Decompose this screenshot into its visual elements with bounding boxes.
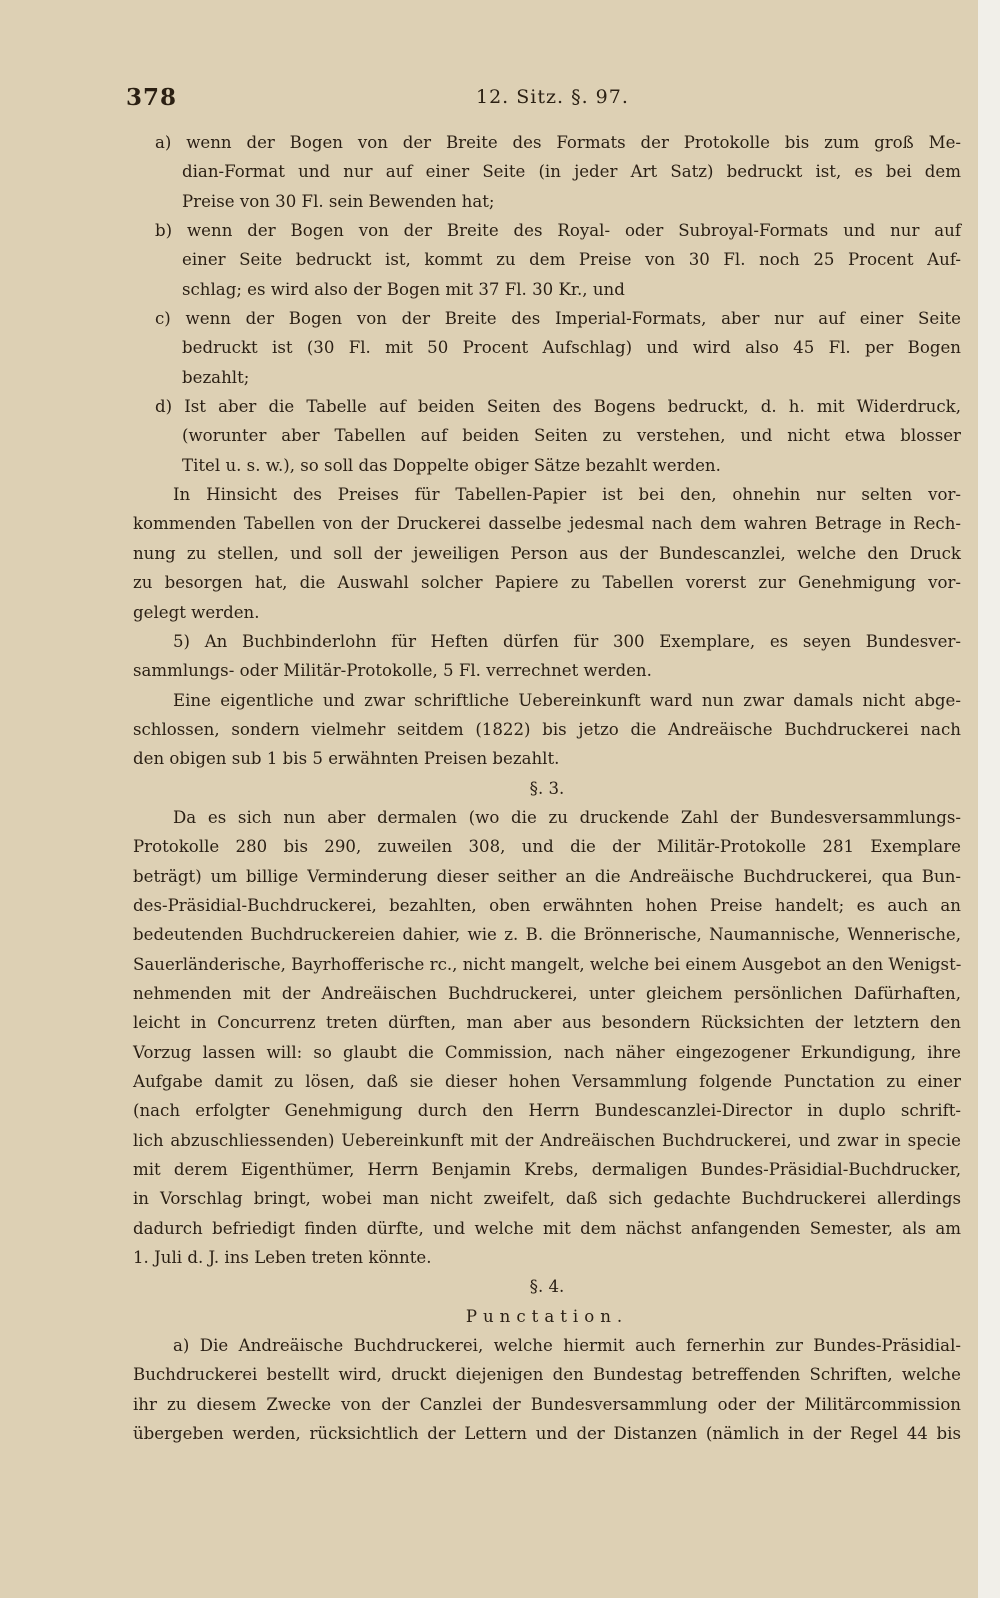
text-line: des-Präsidial-Buchdruckerei, bezahlten, oben erwähnten hohen Preise handelt; es auch an bbox=[133, 895, 961, 915]
text-line: sammlungs- oder Militär-Protokolle, 5 Fl. verrechnet werden. bbox=[133, 661, 652, 681]
text-line: in Vorschlag bringt, wobei man nicht zweifelt, daß sich gedachte Buchdruckerei allerdings bbox=[133, 1189, 961, 1209]
text-line: schlossen, sondern vielmehr seitdem (1822) bis jetzo die Andreäische Buchdruckerei nach bbox=[133, 719, 961, 739]
text-line: den obigen sub 1 bis 5 erwähnten Preisen bezahlt. bbox=[133, 749, 560, 769]
body-text bbox=[133, 128, 961, 1448]
text-line: Protokolle 280 bis 290, zuweilen 308, und die der Militär-Protokolle 281 Exemplare bbox=[133, 837, 961, 857]
text-line: Punctation. bbox=[465, 1306, 629, 1326]
text-line: (nach erfolgter Genehmigung durch den Herrn Bundescanzlei-Director in duplo schrift- bbox=[133, 1101, 961, 1121]
text-line: bedeutenden Buchdruckereien dahier, wie z. B. die Brönnerische, Naumannische, Wennerische, bbox=[133, 925, 961, 945]
text-line: einer Seite bedruckt ist, kommt zu dem Preise von 30 Fl. noch 25 Procent Auf- bbox=[182, 250, 961, 270]
text-line: Vorzug lassen will: so glaubt die Commission, nach näher eingezogener Erkundigung, ihre bbox=[133, 1042, 961, 1062]
text-line: nehmenden mit der Andreäischen Buchdruckerei, unter gleichem persönlichen Dafürhaften, bbox=[133, 983, 961, 1003]
text-line: c) wenn der Bogen von der Breite des Imperial-Formats, aber nur auf einer Seite bbox=[155, 309, 961, 329]
text-line: b) wenn der Bogen von der Breite des Royal- oder Subroyal-Formats und nur auf bbox=[155, 221, 961, 241]
text-line: Eine eigentliche und zwar schriftliche Uebereinkunft ward nun zwar damals nicht abge- bbox=[173, 690, 961, 710]
text-line: §. 4. bbox=[529, 1277, 565, 1297]
page-header bbox=[126, 84, 966, 118]
text-line: dian-Format und nur auf einer Seite (in jeder Art Satz) bedruckt ist, es bei dem bbox=[182, 162, 961, 182]
text-line: gelegt werden. bbox=[133, 602, 260, 622]
running-head: 12. Sitz. §. 97. bbox=[476, 86, 629, 108]
scan-margin bbox=[978, 0, 1000, 1598]
text-line: 5) An Buchbinderlohn für Heften dürfen für 300 Exemplare, es seyen Bundesver- bbox=[173, 631, 961, 651]
text-line: Preise von 30 Fl. sein Bewenden hat; bbox=[182, 191, 495, 211]
text-line: kommenden Tabellen von der Druckerei dasselbe jedesmal nach dem wahren Betrage in Rech- bbox=[133, 514, 961, 534]
text-line: Sauerländerische, Bayrhofferische rc., nicht mangelt, welche bei einem Ausgebot an den Wenigst- bbox=[133, 954, 962, 974]
text-line: Titel u. s. w.), so soll das Doppelte obiger Sätze bezahlt werden. bbox=[182, 455, 721, 475]
text-line: schlag; es wird also der Bogen mit 37 Fl. 30 Kr., und bbox=[182, 279, 625, 299]
text-line: a) Die Andreäische Buchdruckerei, welche hiermit auch fernerhin zur Bundes-Präsidial- bbox=[173, 1336, 961, 1356]
text-line: leicht in Concurrenz treten dürften, man aber aus besondern Rücksichten der letztern den bbox=[133, 1013, 961, 1033]
text-line: Da es sich nun aber dermalen (wo die zu druckende Zahl der Bundesversammlungs- bbox=[173, 807, 961, 827]
text-line: In Hinsicht des Preises für Tabellen-Papier ist bei den, ohnehin nur selten vor- bbox=[173, 485, 961, 505]
text-line: Buchdruckerei bestellt wird, druckt diejenigen den Bundestag betreffenden Schriften, welche bbox=[133, 1365, 961, 1385]
text-line: dadurch befriedigt finden dürfte, und welche mit dem nächst anfangenden Semester, als am bbox=[133, 1218, 961, 1238]
text-line: mit derem Eigenthümer, Herrn Benjamin Krebs, dermaligen Bundes-Präsidial-Buchdrucker, bbox=[133, 1160, 961, 1180]
text-line: 1. Juli d. J. ins Leben treten könnte. bbox=[133, 1248, 432, 1268]
text-line: bezahlt; bbox=[182, 367, 250, 387]
text-line: ihr zu diesem Zwecke von der Canzlei der Bundesversammlung oder der Militärcommission bbox=[133, 1394, 961, 1414]
text-line: übergeben werden, rücksichtlich der Lettern und der Distanzen (nämlich in der Regel 44 bis bbox=[133, 1424, 961, 1444]
text-line: Aufgabe damit zu lösen, daß sie dieser hohen Versammlung folgende Punctation zu einer bbox=[133, 1072, 961, 1091]
text-line: §. 3. bbox=[529, 778, 565, 798]
text-line: beträgt) um billige Verminderung dieser seither an die Andreäische Buchdruckerei, qua Bun- bbox=[133, 866, 961, 886]
text-line: a) wenn der Bogen von der Breite des Formats der Protokolle bis zum groß Me- bbox=[155, 133, 961, 152]
text-line: zu besorgen hat, die Auswahl solcher Papiere zu Tabellen vorerst zur Genehmigung vor- bbox=[133, 573, 961, 593]
page-number: 378 bbox=[126, 84, 178, 111]
text-line: d) Ist aber die Tabelle auf beiden Seiten des Bogens bedruckt, d. h. mit Widerdruck, bbox=[155, 397, 961, 417]
text-line: (worunter aber Tabellen auf beiden Seiten zu verstehen, und nicht etwa blosser bbox=[182, 426, 961, 446]
text-line: lich abzuschliessenden) Uebereinkunft mit der Andreäischen Buchdruckerei, und zwar in specie bbox=[133, 1130, 961, 1150]
text-line: bedruckt ist (30 Fl. mit 50 Procent Aufschlag) und wird also 45 Fl. per Bogen bbox=[182, 338, 961, 358]
text-line: nung zu stellen, und soll der jeweiligen Person aus der Bundescanzlei, welche den Druck bbox=[133, 543, 961, 563]
